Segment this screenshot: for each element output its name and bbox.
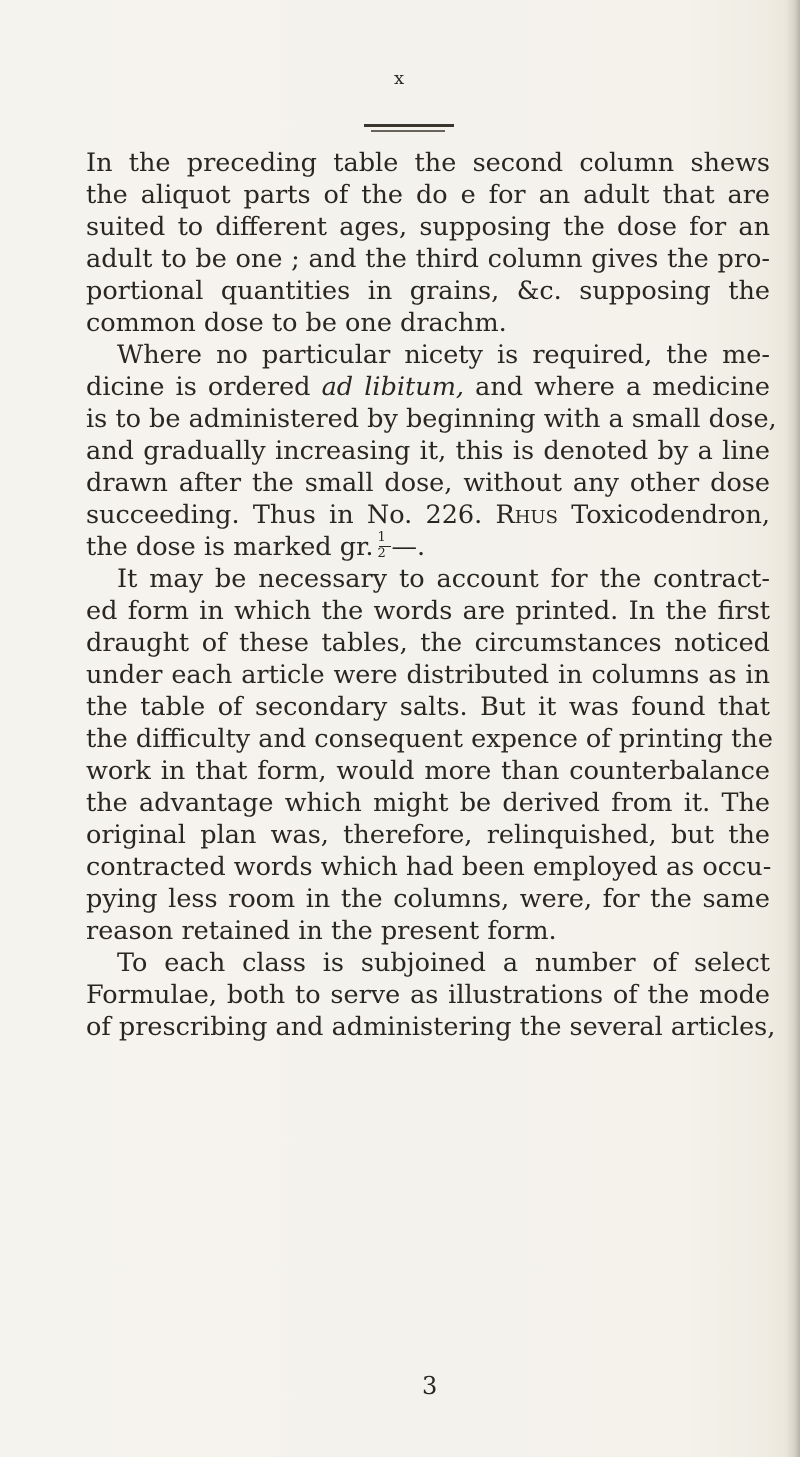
text-line: common dose to be one drachm. (86, 308, 507, 338)
text-line: Formulae, both to serve as illustrations of the mode (86, 980, 770, 1010)
text-line: under each article were distributed in columns as in (86, 660, 770, 690)
text-line: draught of these tables, the circumstances noticed (86, 628, 770, 658)
page-edge-shadow (786, 0, 800, 1457)
text-line: and gradually increasing it, this is denoted by a line (86, 436, 770, 466)
text-line: the table of secondary salts. But it was found that (86, 692, 770, 722)
text-line: original plan was, therefore, relinquished, but the (86, 820, 770, 850)
text-line: adult to be one ; and the third column gives the pro- (86, 244, 770, 274)
text-line: Where no particular nicety is required, the me- (117, 340, 770, 370)
small-caps-word: Rhus (495, 500, 558, 530)
header-rule (364, 124, 454, 127)
text-line: succeeding. Thus in No. 226. Rhus Toxicodendron, (86, 500, 770, 530)
italic-phrase: ad libitum, (321, 372, 465, 402)
fraction-one-half: $\frac{1}{2}$ (378, 533, 392, 559)
text-line: is to be administered by beginning with a small dose, (86, 404, 777, 434)
page-number: 3 (422, 1372, 438, 1400)
text-line: the dose is marked gr. $\frac{1}{2}$ —. (86, 530, 426, 562)
text-line: To each class is subjoined a number of select (117, 948, 770, 978)
text-line: the difficulty and consequent expence of printing the (86, 724, 773, 754)
text-line: of prescribing and administering the several articles, (86, 1012, 776, 1042)
text-line: ed form in which the words are printed. In the first (86, 596, 770, 626)
text-line: work in that form, would more than counterbalance (86, 756, 770, 786)
text-line: the advantage which might be derived from it. The (86, 788, 770, 818)
text-line: reason retained in the present form. (86, 916, 557, 946)
text-line: portional quantities in grains, &c. supposing the (86, 276, 770, 306)
text-line: contracted words which had been employed as occu- (86, 852, 772, 882)
text-line: It may be necessary to account for the contract- (117, 564, 770, 594)
signature-mark: x (394, 68, 406, 89)
text-line: dicine is ordered ad libitum, and where a medicine (86, 372, 770, 402)
text-line: In the preceding table the second column shews (86, 148, 770, 178)
text-line: the aliquot parts of the do e for an adult that are (86, 180, 770, 210)
text-line: suited to different ages, supposing the dose for an (86, 212, 770, 242)
body-text (86, 147, 777, 1043)
text-line: pying less room in the columns, were, for the same (86, 884, 770, 914)
header-rule-thin (371, 130, 445, 132)
text-line: drawn after the small dose, without any other dose (86, 468, 770, 498)
